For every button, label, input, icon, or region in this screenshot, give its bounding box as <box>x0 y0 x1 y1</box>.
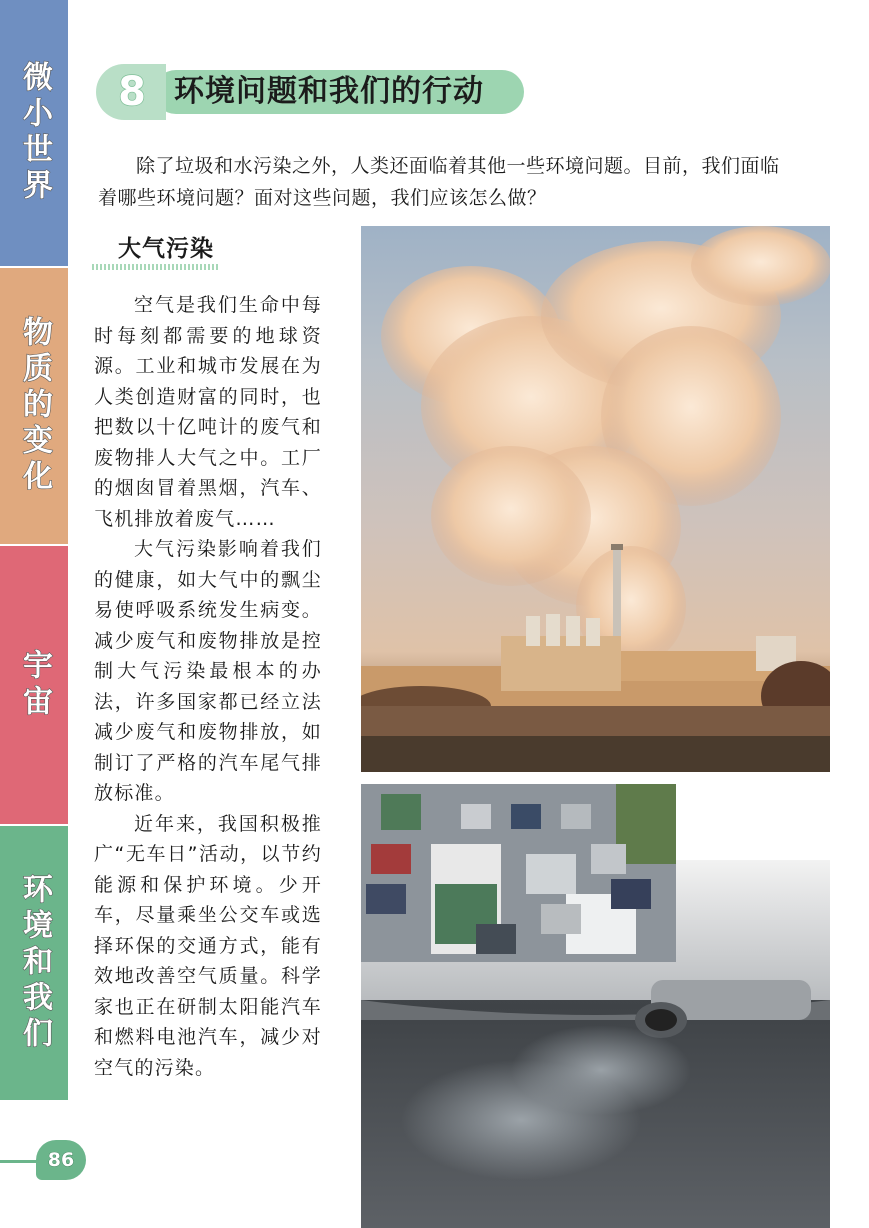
side-tab-label: 微小世界 <box>17 61 52 205</box>
side-tab-label: 环境和我们 <box>17 873 52 1053</box>
side-tab-label: 宇宙 <box>17 649 52 721</box>
chapter-number: 8 <box>118 69 146 115</box>
side-tab-universe[interactable] <box>0 546 68 826</box>
traffic-jam-illustration <box>361 784 676 962</box>
factory-smoke-illustration <box>361 226 830 772</box>
intro-paragraph: 除了垃圾和水污染之外，人类还面临着其他一些环境问题。目前，我们面临着哪些环境问题？面对这些问题，我们应该怎么做？ <box>98 155 780 209</box>
traffic-jam-photo <box>361 784 676 962</box>
chapter-title-banner <box>96 64 536 120</box>
side-tab-matter-change[interactable] <box>0 268 68 546</box>
body-paragraph: 近年来，我国积极推广“无车日”活动，以节约能源和保护环境。少开车，尽量乘坐公交车或选择环保的交通方式，能有效地改善空气质量。科学家也正在研制太阳能汽车和燃料电池汽车，减少对空气的污染。 <box>94 812 322 1079</box>
body-paragraph: 大气污染影响着我们的健康，如大气中的飘尘易使呼吸系统发生病变。减少废气和废物排放是控制大气污染最根本的办法，许多国家都已经立法减少废气和废物排放，如制订了严格的汽车尾气排放标准。 <box>94 538 322 804</box>
side-tab-label: 物质的变化 <box>17 316 52 496</box>
section-heading: 大气污染 <box>118 236 214 262</box>
section-heading-rule <box>92 264 220 270</box>
factory-smoke-photo <box>361 226 830 772</box>
body-text-column <box>94 290 322 1083</box>
page-number-badge <box>36 1140 86 1180</box>
side-tab-environment[interactable] <box>0 826 68 1102</box>
body-paragraph: 空气是我们生命中每时每刻都需要的地球资源。工业和城市发展在为人类创造财富的同时，也把数以十亿吨计的废气和废物排人大气之中。工厂的烟囱冒着黑烟，汽车、飞机排放着废气…… <box>94 294 322 530</box>
side-tab-micro-world[interactable] <box>0 0 68 268</box>
page-number: 86 <box>47 1149 75 1171</box>
chapter-title: 环境问题和我们的行动 <box>174 74 484 109</box>
